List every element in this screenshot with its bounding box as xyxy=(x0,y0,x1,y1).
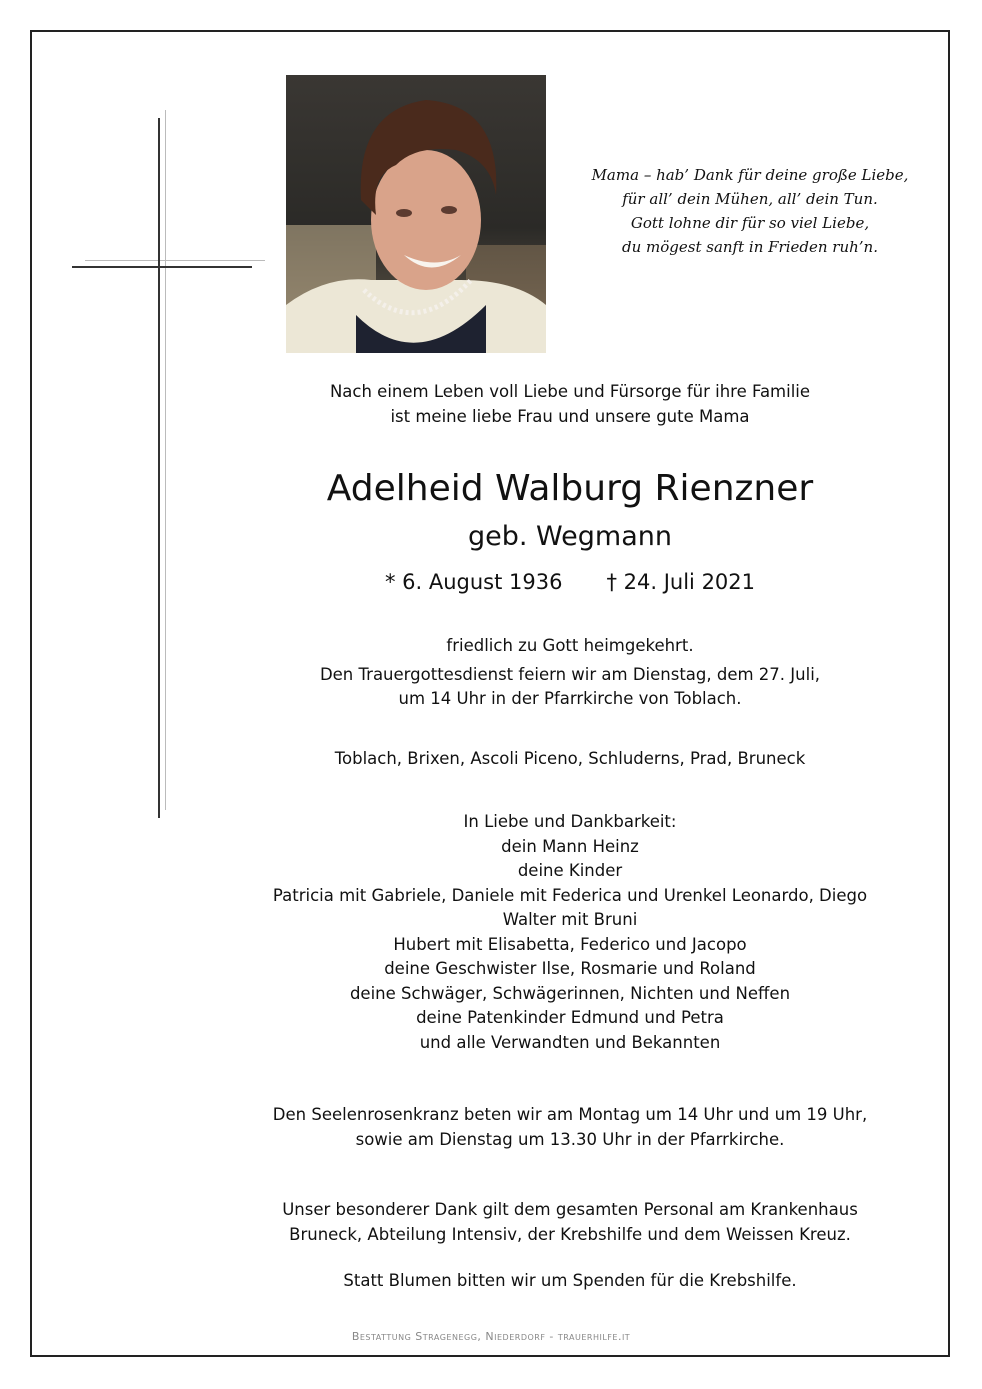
birth-date: * 6. August 1936 xyxy=(384,570,563,594)
intro-line: Nach einem Leben voll Liebe und Fürsorge für ihre Familie xyxy=(329,382,811,401)
poem-line: du mögest sanft in Frieden ruh’n. xyxy=(622,238,878,256)
mourners-list xyxy=(200,810,940,1055)
intro-text xyxy=(200,380,940,429)
announcement-line: Den Trauergottesdienst feiern wir am Dienstag, dem 27. Juli, xyxy=(319,664,821,684)
mourner-line: dein Mann Heinz xyxy=(501,836,639,856)
death-date: † 24. Juli 2021 xyxy=(606,570,756,594)
poem-line: für all’ dein Mühen, all’ dein Tun. xyxy=(622,190,878,208)
rosary-line: Den Seelenrosenkranz beten wir am Montag um 14 Uhr und um 19 Uhr, xyxy=(272,1105,868,1124)
poem-line: Gott lohne dir für so viel Liebe, xyxy=(630,214,870,232)
mourner-line: und alle Verwandten und Bekannten xyxy=(419,1032,721,1052)
announcement xyxy=(200,634,940,712)
thanks-notice xyxy=(200,1198,940,1247)
maiden-name: geb. Wegmann xyxy=(468,521,672,552)
mourner-line: deine Patenkinder Edmund und Petra xyxy=(416,1008,724,1027)
announcement-line: um 14 Uhr in der Pfarrkirche von Toblach. xyxy=(398,689,742,708)
mourner-line: Walter mit Bruni xyxy=(502,910,638,929)
thanks-line: Bruneck, Abteilung Intensiv, der Krebshilfe und dem Weissen Kreuz. xyxy=(289,1224,851,1244)
announcement-line: friedlich zu Gott heimgekehrt. xyxy=(446,636,694,655)
mourner-line: deine Schwäger, Schwägerinnen, Nichten und Neffen xyxy=(349,983,791,1003)
intro-line: ist meine liebe Frau und unsere gute Mama xyxy=(390,406,750,426)
portrait-photo xyxy=(286,75,546,353)
deceased-name: Adelheid Walburg Rienzner xyxy=(326,468,814,509)
footer-credit: Bestattung Stragenegg, Niederdorf - trauerhilfe.it xyxy=(351,1330,631,1343)
mourner-line: deine Geschwister Ilse, Rosmarie und Roland xyxy=(384,959,756,978)
rosary-notice xyxy=(200,1103,940,1152)
mourner-line: deine Kinder xyxy=(517,861,623,880)
rosary-line: sowie am Dienstag um 13.30 Uhr in der Pfarrkirche. xyxy=(355,1129,785,1149)
mourner-line: Patricia mit Gabriele, Daniele mit Federica und Urenkel Leonardo, Diego xyxy=(272,885,868,905)
poem-line: Mama – hab’ Dank für deine große Liebe, xyxy=(591,166,909,184)
thanks-line: Unser besonderer Dank gilt dem gesamten Personal am Krankenhaus xyxy=(282,1200,858,1219)
poem xyxy=(580,163,920,259)
donation-notice: Statt Blumen bitten wir um Spenden für die Krebshilfe. xyxy=(343,1271,797,1290)
places: Toblach, Brixen, Ascoli Piceno, Schluderns, Prad, Bruneck xyxy=(334,749,806,768)
life-dates xyxy=(200,568,940,596)
mourner-line: Hubert mit Elisabetta, Federico und Jacopo xyxy=(393,934,747,954)
mourner-line: In Liebe und Dankbarkeit: xyxy=(463,812,677,831)
